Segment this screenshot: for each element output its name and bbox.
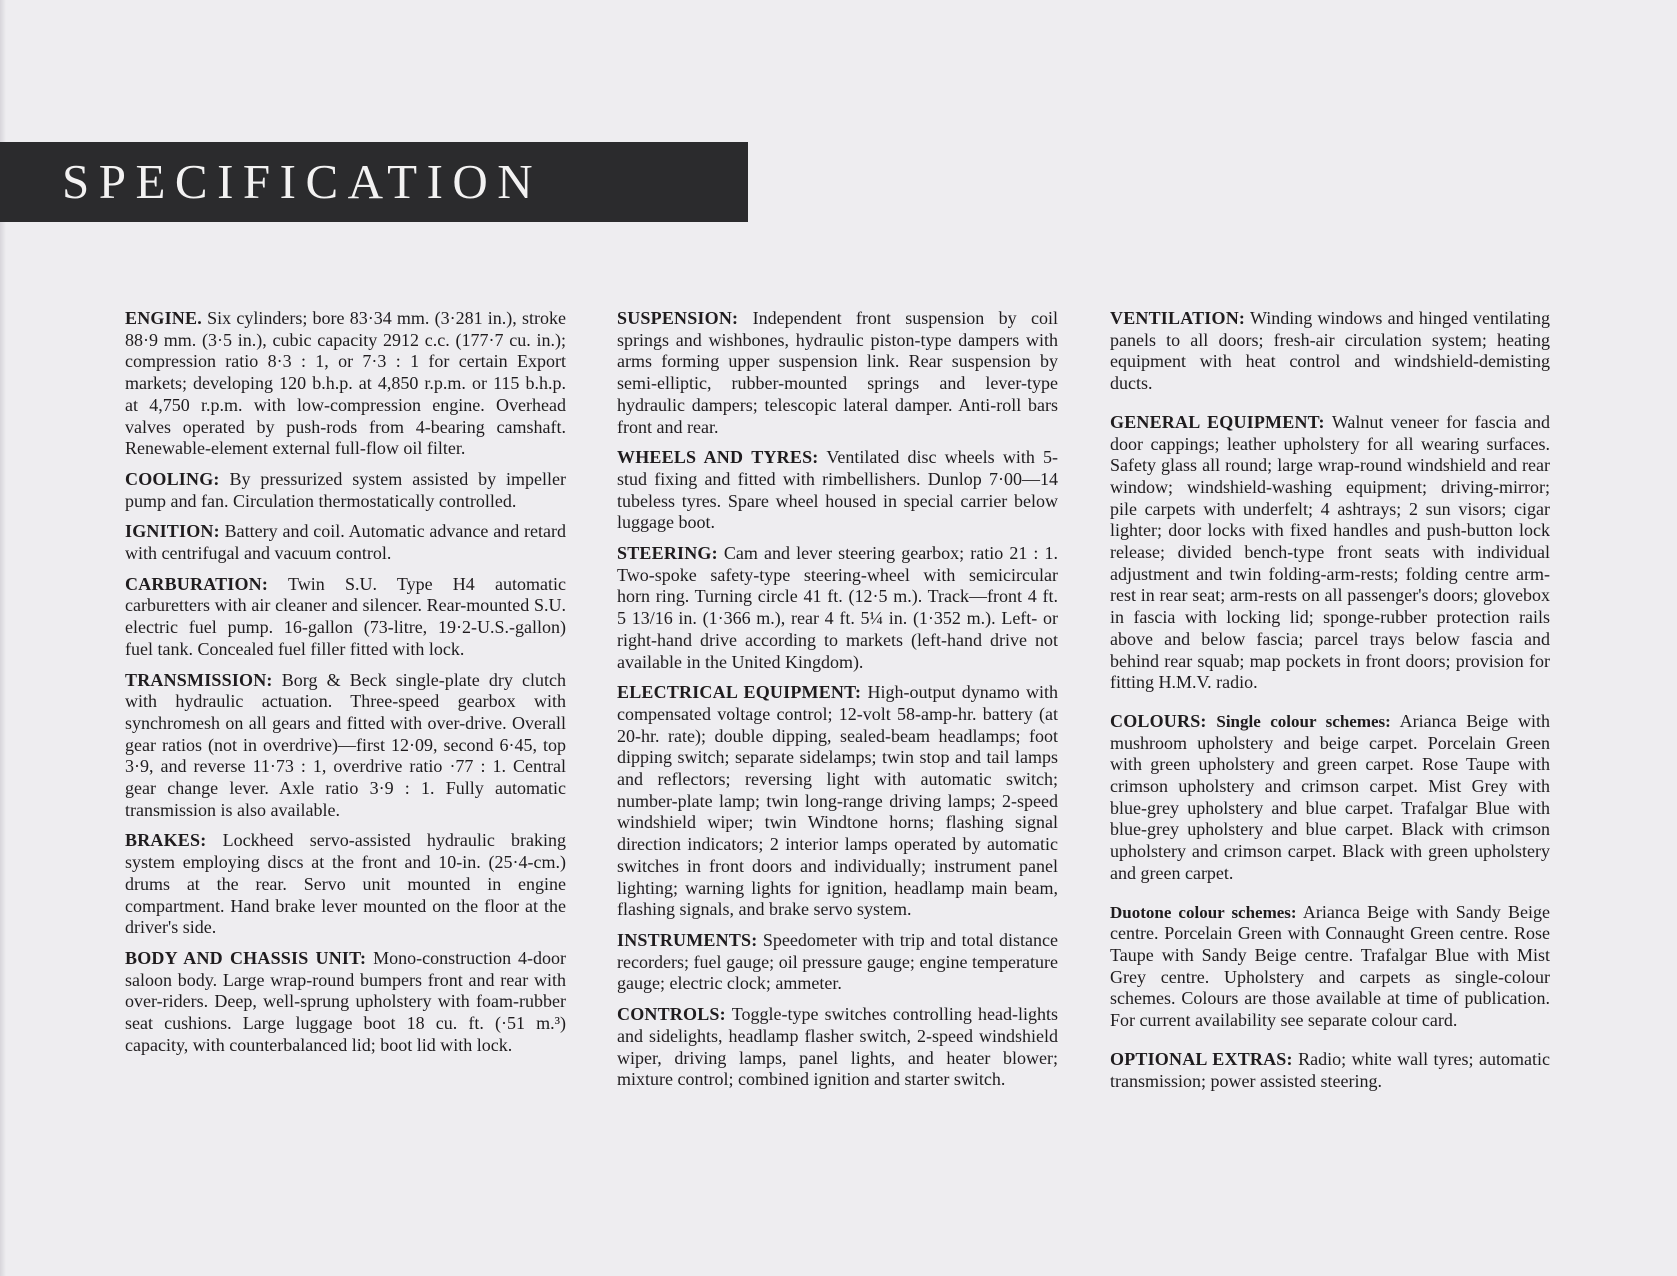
spec-electrical [617,682,1058,921]
spec-heading: IGNITION: [125,521,220,542]
spec-ignition [125,521,566,564]
spec-heading: WHEELS AND TYRES: [617,447,819,468]
spec-heading: SUSPENSION: [617,308,739,328]
spec-body: Toggle-type switches controlling head-lights and sidelights, headlamp flasher switch, 2-speed windshield wiper, driving lamps, panel lights, and heater blower; mixture control; combined ignition and starter switch. [617,1004,1058,1090]
spec-subheading: Single colour schemes: [1216,711,1391,731]
spec-heading: CARBURATION: [125,573,269,594]
spec-heading: CONTROLS: [617,1004,726,1025]
spec-heading: ENGINE. [125,308,202,328]
spec-controls [617,1004,1058,1091]
spec-body: Lockheed servo-assisted hydraulic braking system employing discs at the front and 10-in. (25·4-cm.) drums at the rear. Servo unit mounted in engine compartment. Hand brake lever mounted on the floor at the driver's side. [125,830,566,938]
spec-heading: ELECTRICAL EQUIPMENT: [617,682,862,703]
spec-brakes [125,830,566,939]
spec-body: Six cylinders; bore 83·34 mm. (3·281 in.), stroke 88·9 mm. (3·5 in.), cubic capacity 2912 c.c. (177·7 cu. in.); compression ratio 8·3 : 1, or 7·3 : 1 for certain Export markets; developing 120 b.h.p. at 4,850 r.p.m. or 115 b.h.p. at 4,750 r.p.m. with low-compression engine. Overhead valves operated by push-rods from 4-bearing camshaft. Renewable-element external full-flow oil filter. [125,308,566,459]
spec-duotone [1110,902,1550,1032]
spec-body: Mono-construction 4-door saloon body. Large wrap-round bumpers front and rear with over-riders. Deep, well-sprung upholstery with foam-rubber seat cushions. Large luggage boot 18 cu. ft. (·51 m.³) capacity, with counterbalanced lid; boot lid with lock. [125,947,567,1055]
spec-heading: COLOURS: [1110,710,1207,731]
spec-body: Borg & Beck single-plate dry clutch with hydraulic actuation. Three-speed gearbox with synchromesh on all gears and fitted with over-drive. Overall gear ratios (not in overdrive)—first 12·09, second 6·45, top 3·9, and reverse 11·73 : 1, overdrive ratio ·77 : 1. Central gear change lever. Axle ratio 3·9 : 1. Fully automatic transmission is also available. [125,669,566,820]
spec-colours [1110,711,1550,885]
spec-ventilation [1110,308,1550,395]
spec-body: Ventilated disc wheels with 5-stud fixing and fitted with rimbellishers. Dunlop 7·00—14 tubeless tyres. Spare wheel housed in special carrier below luggage boot. [617,447,1058,533]
spec-body: Winding windows and hinged ventilating panels to all doors; fresh-air circulation system; heating equipment with heat control and windshield-demisting ducts. [1110,308,1550,394]
spec-body: Speedometer with trip and total distance recorders; fuel gauge; oil pressure gauge; engine temperature gauge; electric clock; ammeter. [617,929,1059,994]
spec-engine [125,308,566,460]
page-title: SPECIFICATION [62,154,543,209]
spec-heading: BODY AND CHASSIS UNIT: [125,947,367,968]
spec-cooling [125,469,566,512]
spec-body: Independent front suspension by coil springs and wishbones, hydraulic piston-type dampers with arms forming upper suspension link. Rear suspension by semi-elliptic, rubber-mounted springs and lever-type hydraulic dampers; telescopic lateral damper. Anti-roll bars front and rear. [617,308,1059,437]
spec-heading: GENERAL EQUIPMENT: [1110,411,1325,432]
spec-column-3 [1110,308,1550,1101]
spec-column-2 [617,308,1058,1100]
spec-suspension [617,308,1058,438]
spec-carburation [125,574,566,661]
spec-body: Arianca Beige with Sandy Beige centre. Porcelain Green with Connaught Green centre. Rose Taupe with Sandy Beige centre. Trafalgar Blue with Mist Grey centre. Upholstery and carpets as single-colour schemes. Colours are those available at time of publication. For current availability see separate colour card. [1110,901,1551,1031]
spec-body: Battery and coil. Automatic advance and retard with centrifugal and vacuum control. [125,521,566,564]
spec-body: Arianca Beige with mushroom upholstery and beige carpet. Porcelain Green with green upholstery and green carpet. Rose Taupe with crimson upholstery and crimson carpet. Mist Grey with blue-grey upholstery and blue carpet. Trafalgar Blue with blue-grey upholstery and blue carpet. Black with crimson upholstery and crimson carpet. Black with green upholstery and green carpet. [1110,710,1551,883]
spec-instruments [617,930,1058,995]
spec-heading: STEERING: [617,543,718,564]
spec-heading: TRANSMISSION: [125,669,273,690]
spec-heading: INSTRUMENTS: [617,929,758,950]
spec-optional-extras [1110,1049,1550,1092]
spec-heading: BRAKES: [125,830,207,851]
spec-transmission [125,670,566,822]
spec-heading: COOLING: [125,468,220,489]
spec-body: Walnut veneer for fascia and door cappings; leather upholstery for all wearing surfaces. Safety glass all round; large wrap-round windshield and rear window; windshield-washing equipment; driving-mirror; pile carpets with underfelt; 4 ashtrays; 2 sun visors; cigar lighter; door locks with fixed handles and push-button lock release; divided bench-type front seats with individual adjustment and twin folding-arm-rests; folding centre arm-rest in rear seat; arm-rests on all passenger's doors; glovebox in fascia with locking lid; sponge-rubber protection rails above and below fascia; parcel trays below fascia and behind rear squab; map pockets in front doors; provision for fitting H.M.V. radio. [1110,411,1550,693]
spec-heading: VENTILATION: [1110,308,1246,328]
spec-column-1 [125,308,566,1066]
spec-body: Radio; white wall tyres; automatic transmission; power assisted steering. [1110,1048,1550,1091]
spec-body: Cam and lever steering gearbox; ratio 21 : 1. Two-spoke safety-type steering-wheel with semicircular horn ring. Turning circle 41 ft. (12·5 m.). Track—front 4 ft. 5 13/16 in. (1·366 m.), rear 4 ft. 5¼ in. (1·352 m.). Left- or right-hand drive according to markets (left-hand drive not available in the United Kingdom). [617,543,1059,672]
spec-body: Twin S.U. Type H4 automatic carburetters with air cleaner and silencer. Rear-mounted S.U. electric fuel pump. 16-gallon (73-litre, 19·2-U.S.-gallon) fuel tank. Concealed fuel filler fitted with lock. [125,573,566,659]
spec-wheels-tyres [617,447,1058,534]
spec-body: By pressurized system assisted by impeller pump and fan. Circulation thermostatically controlled. [125,468,566,511]
spec-heading: OPTIONAL EXTRAS: [1110,1048,1293,1069]
spec-body-chassis [125,948,566,1057]
spec-steering [617,543,1058,673]
spec-subheading: Duotone colour schemes: [1110,902,1297,922]
spec-general-equipment [1110,412,1550,694]
spec-body: High-output dynamo with compensated voltage control; 12-volt 58-amp-hr. battery (at 20-hr. rate); double dipping, sealed-beam headlamps; foot dipping switch; separate sidelamps; twin stop and tail lamps and reflectors; reversing light with automatic switch; number-plate lamp; twin long-range driving lamps; 2-speed windshield wiper; twin Windtone horns; flashing signal direction indicators; 2 interior lamps operated by automatic switches in front doors and individually; instrument panel lighting; warning lights for ignition, headlamp main beam, flashing signals, and brake servo system. [617,682,1059,920]
